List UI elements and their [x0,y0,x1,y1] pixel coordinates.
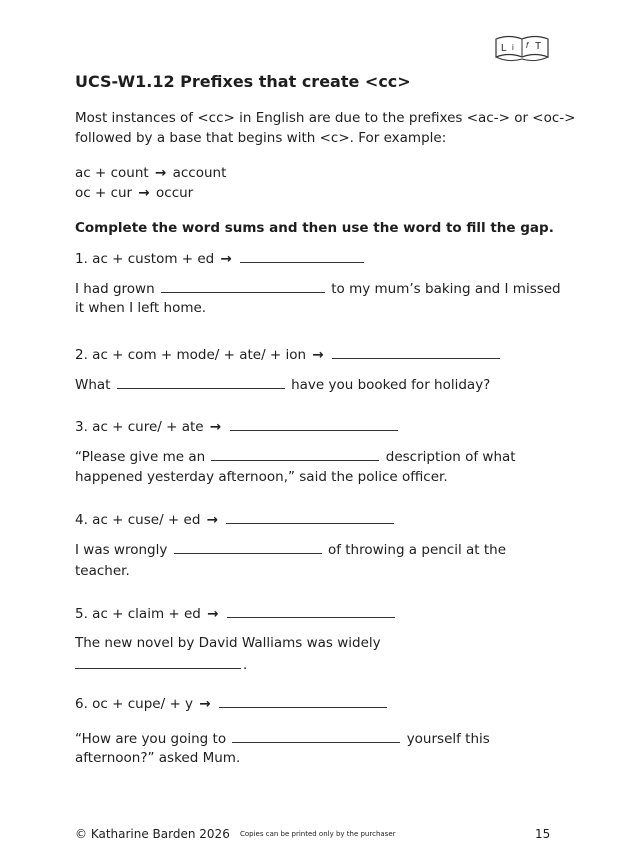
sentence-text: “How are you going to [75,731,227,747]
word-sum-text: 5. ac + claim + ed [75,606,201,622]
example-sum: oc + cur [75,185,133,201]
sentence-line [75,375,490,394]
word-sum-text: 1. ac + custom + ed [75,251,215,267]
sentence-text: to my mum’s baking and I missed [331,281,561,297]
answer-blank[interactable] [227,604,395,618]
logo-letter: i [512,43,514,52]
sentence-line: teacher. [75,563,130,579]
example-result: account [172,165,227,181]
sentence-line [75,655,247,674]
page-title: UCS-W1.12 Prefixes that create <cc> [75,72,411,91]
word-sum-text: 6. oc + cupe/ + y [75,696,194,712]
example-sum: ac + count [75,165,149,181]
instruction: Complete the word sums and then use the word to fill the gap. [75,220,554,236]
example-result: occur [156,185,194,201]
word-sum [75,694,389,713]
arrow-icon: → [138,185,150,201]
logo-letter: f [526,41,529,50]
arrow-icon: → [199,696,211,712]
sentence-line [75,729,490,748]
sentence-text: have you booked for holiday? [291,377,491,393]
example-row [75,164,226,182]
arrow-icon: → [154,165,167,181]
sentence-text: What [75,377,111,393]
sentence-text: I had grown [75,281,155,297]
gap-blank[interactable] [75,655,241,669]
word-sum [75,249,366,268]
answer-blank[interactable] [226,510,394,524]
gap-blank[interactable] [232,729,400,743]
logo-letter: T [535,41,542,52]
arrow-icon: → [209,419,222,435]
sentence-line: happened yesterday afternoon,” said the police officer. [75,469,448,485]
sentence-line: afternoon?” asked Mum. [75,750,241,766]
intro-line: followed by a base that begins with <c>. For example: [75,130,447,146]
sentence-text: “Please give me an [75,449,206,465]
word-sum [75,417,400,436]
answer-blank[interactable] [332,345,500,359]
arrow-icon: → [312,347,324,363]
sentence-line: it when I left home. [75,300,207,316]
sentence-text: description of what [385,449,516,465]
sentence-text: . [243,657,248,673]
word-sum [75,345,502,364]
word-sum-text: 4. ac + cuse/ + ed [75,512,201,528]
word-sum-text: 2. ac + com + mode/ + ate/ + ion [75,347,307,363]
gap-blank[interactable] [174,540,322,554]
sentence-line [75,279,561,298]
page-number: 15 [535,827,551,841]
footer-note: Copies can be printed only by the purchaser [240,830,396,838]
sentence-text: of throwing a pencil at the [327,542,507,558]
sentence-line [75,540,506,559]
sentence-line [75,447,516,466]
answer-blank[interactable] [230,417,398,431]
lift-logo [493,33,551,67]
arrow-icon: → [220,251,232,267]
gap-blank[interactable] [161,279,325,293]
answer-blank[interactable] [240,249,364,263]
intro-line: Most instances of <cc> in English are due to the prefixes <ac-> or <oc-> [75,110,576,126]
sentence-text: I was wrongly [75,542,168,558]
sentence-text: yourself this [406,731,490,747]
gap-blank[interactable] [117,375,285,389]
word-sum [75,510,396,529]
gap-blank[interactable] [211,447,379,461]
example-row [75,184,193,202]
word-sum-text: 3. ac + cure/ + ate [75,419,204,435]
logo-letter: L [501,43,507,54]
word-sum [75,604,397,623]
footer-copyright: © Katharine Barden 2026 [75,827,230,841]
sentence-line: The new novel by David Walliams was widely [75,635,381,651]
arrow-icon: → [206,512,219,528]
answer-blank[interactable] [219,694,387,708]
arrow-icon: → [207,606,219,622]
